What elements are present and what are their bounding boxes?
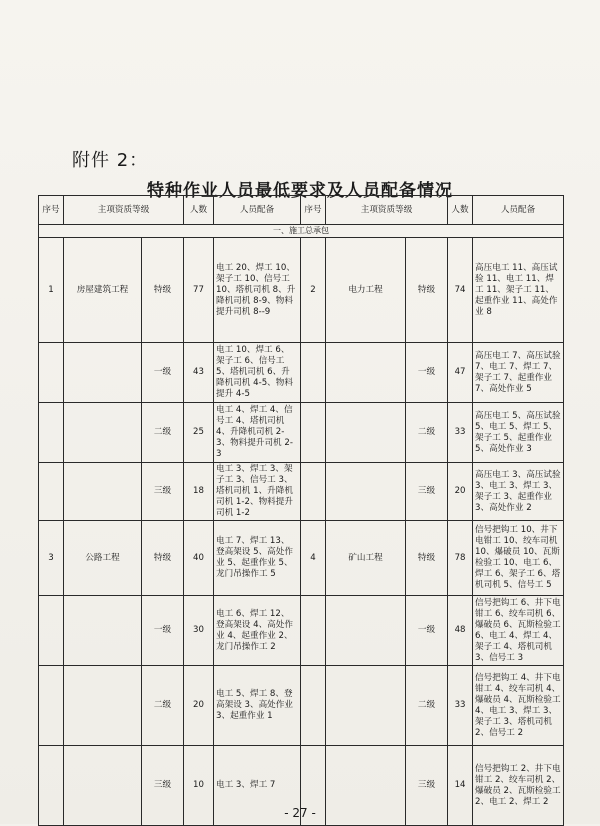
qualification-grade: 一级 bbox=[406, 596, 448, 666]
section-row bbox=[39, 225, 564, 238]
staffing-table bbox=[38, 195, 564, 826]
staff-count: 18 bbox=[184, 463, 214, 521]
qualification-grade: 二级 bbox=[406, 403, 448, 463]
staff-count: 33 bbox=[448, 403, 473, 463]
page-number: - 27 - bbox=[284, 806, 316, 820]
project-name bbox=[326, 666, 406, 746]
staffing-detail: 高压电工 11、高压试验 11、电工 11、焊工 11、架子工 11、起重作业 11、高处作业 8 bbox=[473, 238, 564, 343]
staff-count: 47 bbox=[448, 343, 473, 403]
row-seq: 1 bbox=[39, 238, 64, 343]
staff-count: 40 bbox=[184, 521, 214, 596]
row-seq bbox=[301, 403, 326, 463]
staffing-detail: 信号把钩工 10、井下电钳工 10、绞车司机 10、爆破员 10、瓦斯检验工 10、电工 6、焊工 6、架子工 6、塔机司机 5、信号工 5 bbox=[473, 521, 564, 596]
table-header-row bbox=[39, 196, 564, 225]
staff-count: 77 bbox=[184, 238, 214, 343]
header-seq: 序号 bbox=[301, 196, 326, 225]
staffing-detail: 电工 3、焊工 3、架子工 3、信号工 3、塔机司机 1、升降机司机 1-2、物料提升司机 1-2 bbox=[214, 463, 301, 521]
row-seq bbox=[39, 463, 64, 521]
table-row bbox=[39, 343, 564, 403]
qualification-grade: 特级 bbox=[142, 238, 184, 343]
staff-count: 33 bbox=[448, 666, 473, 746]
header-staffing: 人员配备 bbox=[473, 196, 564, 225]
header-qualification: 主项资质等级 bbox=[64, 196, 184, 225]
staff-count: 20 bbox=[448, 463, 473, 521]
project-name: 房屋建筑工程 bbox=[64, 238, 142, 343]
header-count: 人数 bbox=[184, 196, 214, 225]
staffing-detail: 信号把钩工 2、井下电钳工 2、绞车司机 2、爆破员 2、瓦斯检验工 2、电工 2、焊工 2 bbox=[473, 746, 564, 826]
project-name bbox=[64, 343, 142, 403]
row-seq bbox=[39, 666, 64, 746]
row-seq bbox=[301, 463, 326, 521]
staff-count: 43 bbox=[184, 343, 214, 403]
row-seq bbox=[301, 596, 326, 666]
qualification-grade: 一级 bbox=[142, 343, 184, 403]
qualification-grade: 三级 bbox=[142, 463, 184, 521]
qualification-grade: 特级 bbox=[142, 521, 184, 596]
table-row bbox=[39, 596, 564, 666]
qualification-grade: 一级 bbox=[142, 596, 184, 666]
row-seq bbox=[39, 596, 64, 666]
staff-count: 74 bbox=[448, 238, 473, 343]
project-name bbox=[64, 463, 142, 521]
project-name bbox=[326, 463, 406, 521]
project-name: 矿山工程 bbox=[326, 521, 406, 596]
project-name bbox=[326, 403, 406, 463]
row-seq bbox=[39, 343, 64, 403]
staffing-detail: 电工 3、焊工 7 bbox=[214, 746, 301, 826]
project-name: 电力工程 bbox=[326, 238, 406, 343]
table-row bbox=[39, 403, 564, 463]
staffing-detail: 高压电工 5、高压试验 5、电工 5、焊工 5、架子工 5、起重作业 5、高处作业 3 bbox=[473, 403, 564, 463]
header-staffing: 人员配备 bbox=[214, 196, 301, 225]
table-row bbox=[39, 666, 564, 746]
attachment-label: 附件 2： bbox=[72, 150, 149, 171]
project-name bbox=[64, 666, 142, 746]
qualification-grade: 三级 bbox=[142, 746, 184, 826]
project-name: 公路工程 bbox=[64, 521, 142, 596]
project-name bbox=[64, 596, 142, 666]
staff-count: 14 bbox=[448, 746, 473, 826]
qualification-grade: 特级 bbox=[406, 238, 448, 343]
qualification-grade: 二级 bbox=[142, 403, 184, 463]
table-row bbox=[39, 463, 564, 521]
staffing-detail: 电工 4、焊工 4、信号工 4、塔机司机 4、升降机司机 2-3、物料提升司机 2-3 bbox=[214, 403, 301, 463]
project-name bbox=[326, 596, 406, 666]
table-row bbox=[39, 238, 564, 343]
row-seq: 4 bbox=[301, 521, 326, 596]
header-seq: 序号 bbox=[39, 196, 64, 225]
staff-count: 78 bbox=[448, 521, 473, 596]
qualification-grade: 特级 bbox=[406, 521, 448, 596]
header-count: 人数 bbox=[448, 196, 473, 225]
staff-count: 30 bbox=[184, 596, 214, 666]
project-name bbox=[326, 343, 406, 403]
header-qualification: 主项资质等级 bbox=[326, 196, 448, 225]
qualification-grade: 三级 bbox=[406, 463, 448, 521]
qualification-grade: 二级 bbox=[406, 666, 448, 746]
staff-count: 10 bbox=[184, 746, 214, 826]
staffing-detail: 信号把钩工 6、井下电钳工 6、绞车司机 6、爆破员 6、瓦斯检验工 6、电工 4、焊工 4、架子工 4、塔机司机 3、信号工 3 bbox=[473, 596, 564, 666]
staffing-detail: 电工 10、焊工 6、架子工 6、信号工 5、塔机司机 6、升降机司机 4-5、物料提升 4-5 bbox=[214, 343, 301, 403]
staff-count: 25 bbox=[184, 403, 214, 463]
row-seq bbox=[301, 666, 326, 746]
staffing-detail: 高压电工 7、高压试验 7、电工 7、焊工 7、架子工 7、起重作业 7、高处作业 5 bbox=[473, 343, 564, 403]
staffing-detail: 电工 6、焊工 12、登高架设 4、高处作业 4、起重作业 2、龙门吊操作工 2 bbox=[214, 596, 301, 666]
staff-count: 48 bbox=[448, 596, 473, 666]
staffing-detail: 电工 5、焊工 8、登高架设 3、高处作业 3、起重作业 1 bbox=[214, 666, 301, 746]
table-row bbox=[39, 521, 564, 596]
row-seq: 2 bbox=[301, 238, 326, 343]
row-seq bbox=[301, 343, 326, 403]
qualification-grade: 一级 bbox=[406, 343, 448, 403]
page-title: 特种作业人员最低要求及人员配备情况 bbox=[147, 181, 453, 201]
row-seq: 3 bbox=[39, 521, 64, 596]
staffing-detail: 电工 7、焊工 13、登高架设 5、高处作业 5、起重作业 5、龙门吊操作工 5 bbox=[214, 521, 301, 596]
staffing-detail: 信号把钩工 4、井下电钳工 4、绞车司机 4、爆破员 4、瓦斯检验工 4、电工 3、焊工 3、架子工 3、塔机司机 2、信号工 2 bbox=[473, 666, 564, 746]
row-seq bbox=[39, 403, 64, 463]
staff-count: 20 bbox=[184, 666, 214, 746]
section-title: 一、施工总承包 bbox=[39, 225, 564, 238]
qualification-grade: 二级 bbox=[142, 666, 184, 746]
staffing-detail: 高压电工 3、高压试验 3、电工 3、焊工 3、架子工 3、起重作业 3、高处作业 2 bbox=[473, 463, 564, 521]
qualification-grade: 三级 bbox=[406, 746, 448, 826]
project-name bbox=[64, 403, 142, 463]
staffing-detail: 电工 20、焊工 10、架子工 10、信号工 10、塔机司机 8、升降机司机 8-9、物料提升司机 8--9 bbox=[214, 238, 301, 343]
